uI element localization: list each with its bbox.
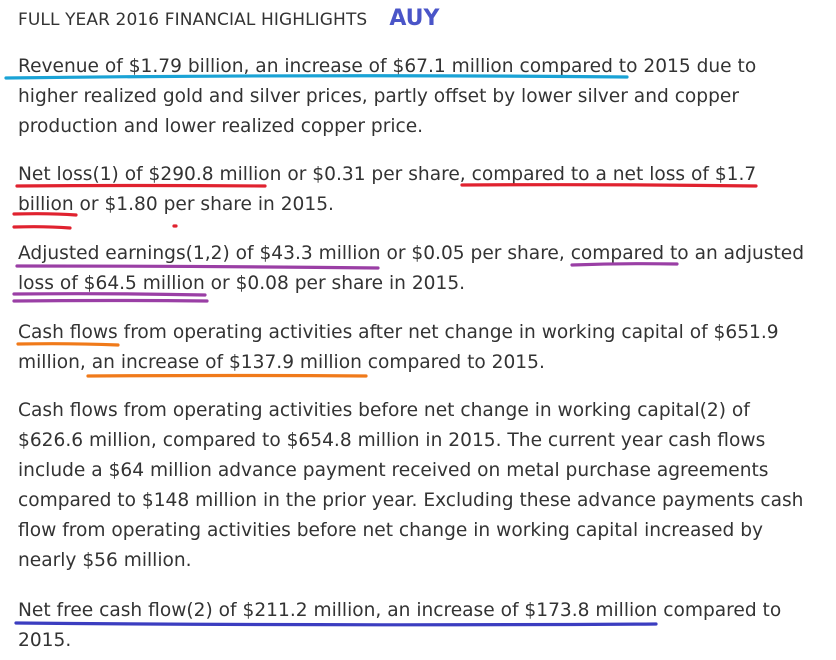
net-loss-paragraph: [18, 160, 818, 220]
text-line: Net free cash flow(2) of $211.2 million, an increase of $173.8 million compared to: [18, 600, 782, 621]
page-title: FULL YEAR 2016 FINANCIAL HIGHLIGHTS: [18, 10, 368, 30]
text-line: higher realized gold and silver prices, partly offset by lower silver and copper: [18, 86, 739, 107]
text-line: Net loss(1) of $290.8 million or $0.31 per share, compared to a net loss of $1.7: [18, 164, 757, 185]
text-line: Cash flows from operating activities before net change in working capital(2) of: [18, 400, 750, 421]
billion-second-underline: [14, 227, 70, 228]
text-line: nearly $56 million.: [18, 550, 192, 571]
text-line: $626.6 million, compared to $654.8 million in 2015. The current year cash flows: [18, 430, 766, 451]
cash-flows-before-paragraph: [18, 396, 818, 576]
text-line: million, an increase of $137.9 million compared to 2015.: [18, 352, 545, 373]
revenue-paragraph: [18, 52, 818, 142]
page-header: [18, 6, 439, 34]
text-line: production and lower realized copper price.: [18, 116, 424, 137]
cash-flows-after-paragraph: [18, 318, 818, 378]
text-line: billion or $1.80 per share in 2015.: [18, 194, 334, 215]
text-line: include a $64 million advance payment received on metal purchase agreements: [18, 460, 769, 481]
text-line: loss of $64.5 million or $0.08 per share in 2015.: [18, 273, 466, 294]
text-line: Revenue of $1.79 billion, an increase of $67.1 million compared to 2015 due to: [18, 56, 757, 77]
text-line: 2015.: [18, 630, 72, 651]
text-line: Cash flows from operating activities after net change in working capital of $651.9: [18, 322, 779, 343]
ticker-symbol: AUY: [389, 6, 440, 31]
text-line: Adjusted earnings(1,2) of $43.3 million or $0.05 per share, compared to an adjusted: [18, 243, 805, 264]
text-line: compared to $148 million in the prior year. Excluding these advance payments cash: [18, 490, 804, 511]
adjusted-loss-second-underline: [14, 301, 207, 302]
text-line: flow from operating activities before net change in working capital increased by: [18, 520, 764, 541]
adjusted-earnings-paragraph: [18, 239, 818, 299]
net-free-cash-flow-paragraph: [18, 596, 818, 656]
